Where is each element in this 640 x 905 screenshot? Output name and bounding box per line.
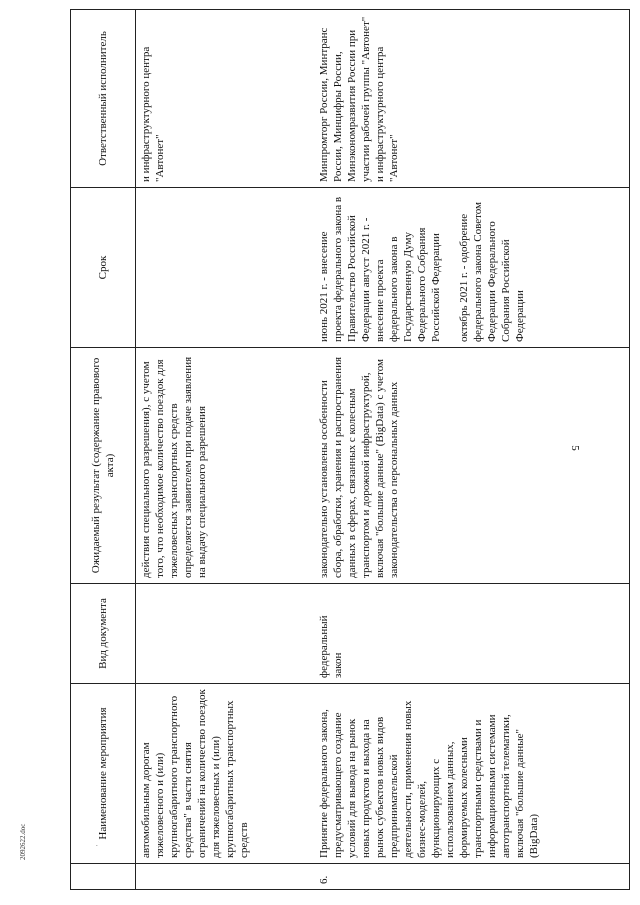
- row-result: законодательно установлены особенности сбора, обработки, хранения и распространения данных в сферах, связанных с колесным транспортом и дорожной инфраструктурой, включая "большие данные" (BigData) с учетом законодательства о персональных данных: [314, 348, 630, 584]
- rotated-table-container: [70, 10, 630, 890]
- row-executor: Минпромторг России, Минтранс России, Минцифры России, Минэкономразвития России при участии рабочей группы "Автонет" и инфраструктурного центра "Автонет": [314, 10, 630, 188]
- table-row: [136, 10, 314, 890]
- header-executor: Ответственный исполнитель: [71, 10, 136, 188]
- row-num: [136, 864, 314, 890]
- row-doc-type: [136, 584, 314, 684]
- footer-mark: .: [96, 840, 98, 848]
- table-header-row: [71, 10, 136, 890]
- row-result: действия специального разрешения), с учетом того, что необходимое количество поездок для тяжеловесных транспортных средств определяется заявителем при подаче заявления на выдачу специального разрешения: [136, 348, 314, 584]
- row-name: Принятие федерального закона, предусматривающего создание условий для вывода на рынок новых продуктов и выхода на рынок субъектов новых видов предпринимательской деятельности, применения новых бизнес-моделей, функционирующих с использованием данных, формируемых колесными транспортными средствами и информационными системами автотранспортной телематики, включая "большие данные" (BigData): [314, 684, 630, 864]
- row-num: 6.: [314, 864, 630, 890]
- row-name: автомобильным дорогам тяжеловесного и (или) крупногабаритного транспортного средства" в части снятия ограничений на количество поездок для тяжеловесных и (или) крупногабаритных транспортных средств: [136, 684, 314, 864]
- header-num: [71, 864, 136, 890]
- row-executor: и инфраструктурного центра "Автонет": [136, 10, 314, 188]
- table-row: [314, 10, 630, 890]
- row-deadline-1: июнь 2021 г. - внесение проекта федерального закона в Правительство Российской Федерации август 2021 г. - внесение проекта федерального закона в Государственную Думу Федерального Собрания Российской Федерации: [317, 196, 442, 342]
- measures-table: [70, 9, 630, 890]
- header-name: Наименование мероприятия: [71, 684, 136, 864]
- footer-doc-id: 2092622.doc: [19, 823, 27, 860]
- page-number: 5: [568, 445, 581, 451]
- header-result: Ожидаемый результат (содержание правового акта): [71, 348, 136, 584]
- row-doc-type: федеральный закон: [314, 584, 630, 684]
- row-deadline: [136, 188, 314, 348]
- header-deadline: Срок: [71, 188, 136, 348]
- row-deadline-2: октябрь 2021 г. - одобрение федерального закона Советом Федерации Федерального Собрания Российской Федерации: [457, 202, 526, 342]
- header-doc-type: Вид документа: [71, 584, 136, 684]
- row-deadline: [314, 188, 630, 348]
